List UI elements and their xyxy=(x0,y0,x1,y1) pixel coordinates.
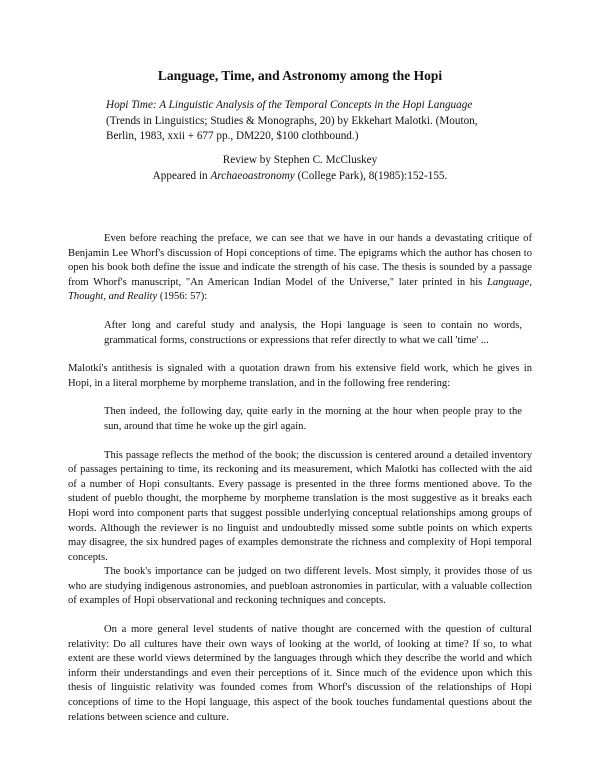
appeared-suffix: (College Park), 8(1985):152-155. xyxy=(294,169,448,182)
book-citation xyxy=(106,98,506,145)
appeared-prefix: Appeared in xyxy=(152,169,211,182)
review-appeared xyxy=(0,169,600,185)
paragraph-1 xyxy=(68,232,532,305)
p1-work-title: Language, Thought, and Reality xyxy=(68,276,532,303)
p1-text-before: Even before reaching the preface, we can see that we have in our hands a devastating critique of Benjamin Lee Whorf's discussion of Hopi conceptions of time. The epigrams which the author has chosen to open his book both define the issue and indicate the strength of his case. The thesis is sounded by a passage from Whorf's manuscript, "An American Indian Model of the Universe," later printed in his xyxy=(68,233,532,288)
block-quote-hopi: Then indeed, the following day, quite early in the morning at the hour when people pray to the sun, around that time he woke up the girl again. xyxy=(104,406,522,432)
book-title: Hopi Time: A Linguistic Analysis of the Temporal Concepts in the Hopi Language xyxy=(106,99,473,111)
paragraph-3: This passage reflects the method of the book; the discussion is centered around a detailed inventory of passages pertaining to time, its reckoning and its measurement, which Malotki has collected with the aid of a number of Hopi consultants. Every passage is presented in the three forms mentioned above. To the student of pueblo thought, the morpheme by morpheme translation is the most suggestive as it breaks each Hopi word into component parts that suggest possible underlying conceptual relationships among groups of words. Although the reviewer is no linguist and undoubtedly missed some subtle points on which experts may disagree, the six hundred pages of examples demonstrate the richness and complexity of Hopi temporal concepts. xyxy=(68,449,532,563)
paragraph-2: Malotki's antithesis is signaled with a quotation drawn from his extensive field work, which he gives in Hopi, in a literal morpheme by morpheme translation, and in the following free rendering: xyxy=(68,363,532,389)
review-body xyxy=(68,232,532,725)
paragraph-5: On a more general level students of native thought are concerned with the question of cultural relativity: Do all cultures have their own ways of looking at the world, of looking at time? If so, to what extent are these world views determined by the languages through which they describe the world and which inform their understandings and even their perceptions of it. Since much of the evidence upon which this thesis of linguistic relativity was founded comes from Whorf's discussion of the relationships of Hopi conceptions of time to the Hopi language, this aspect of the book touches fundamental questions about the relations between science and culture. xyxy=(68,624,532,723)
block-quote-whorf: After long and careful study and analysis, the Hopi language is seen to contain no words, grammatical forms, constructions or expressions that refer directly to what we call 'time' ... xyxy=(104,319,522,346)
book-details: (Trends in Linguistics; Studies & Monographs, 20) by Ekkehart Malotki. (Mouton, Berlin, 1983, xxii + 677 pp., DM220, $100 clothbound.) xyxy=(106,114,478,142)
journal-name: Archaeoastronomy xyxy=(210,169,295,182)
review-byline: Review by Stephen C. McCluskey xyxy=(222,154,378,166)
p1-text-after: (1956: 57): xyxy=(157,291,208,303)
document-title: Language, Time, and Astronomy among the Hopi xyxy=(157,68,443,83)
paragraph-4: The book's importance can be judged on two different levels. Most simply, it provides those of us who are studying indigenous astronomies, and puebloan astronomies in particular, with a valuable collection of examples of Hopi observational and reckoning techniques and concepts. xyxy=(68,566,532,607)
review-info xyxy=(0,153,600,184)
